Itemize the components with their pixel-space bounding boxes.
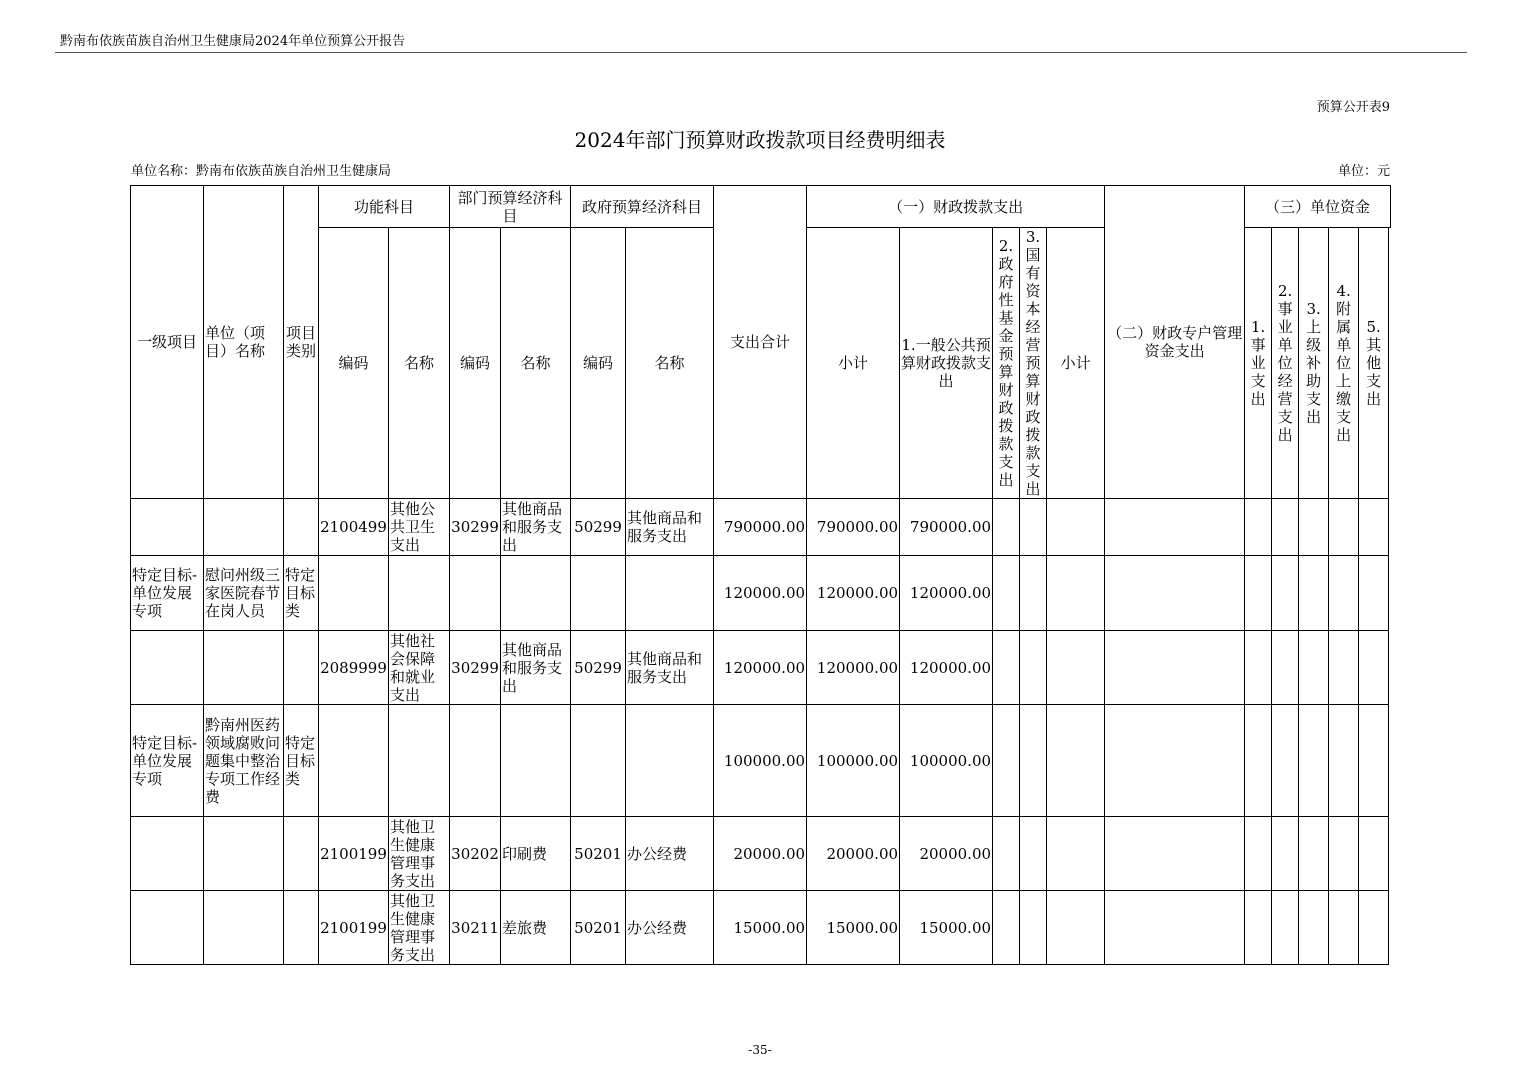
row-level1: 特定目标-单位发展专项 [131, 556, 204, 631]
row-dept-name [501, 705, 571, 817]
row-empty-cell [1105, 631, 1245, 705]
row-empty-cell [1245, 705, 1272, 817]
row-gov-code: 50201 [571, 891, 626, 965]
row-empty-cell [1020, 631, 1047, 705]
row-empty-cell [1359, 631, 1389, 705]
row-empty-cell [1020, 817, 1047, 891]
header-func-code: 编码 [319, 228, 389, 499]
row-empty-cell [1105, 499, 1245, 556]
row-dept-name [501, 556, 571, 631]
row-empty-cell [1245, 817, 1272, 891]
header-dept-econ: 部门预算经济科目 [450, 186, 571, 228]
row-empty-cell [993, 499, 1020, 556]
row-fiscal-subtotal: 790000.00 [807, 499, 900, 556]
row-level1: 特定目标-单位发展专项 [131, 705, 204, 817]
row-gov-name: 办公经费 [626, 817, 714, 891]
unit-name: 单位名称：黔南布依族苗族自治州卫生健康局 [131, 164, 392, 179]
row-empty-cell [1329, 556, 1359, 631]
row-empty-cell [1020, 556, 1047, 631]
row-func-code [319, 705, 389, 817]
header-state-capital: 3.国有资本经营预算财政拨款支出 [1020, 228, 1047, 499]
header-gov-code: 编码 [571, 228, 626, 499]
row-empty-cell [1299, 556, 1329, 631]
row-gov-name: 其他商品和服务支出 [626, 631, 714, 705]
row-empty-cell [993, 705, 1020, 817]
row-fiscal-subtotal: 100000.00 [807, 705, 900, 817]
row-fiscal-subtotal: 120000.00 [807, 631, 900, 705]
row-total: 120000.00 [714, 556, 807, 631]
header-dept-code: 编码 [450, 228, 501, 499]
row-func-name [389, 556, 450, 631]
row-gov-name: 其他商品和服务支出 [626, 499, 714, 556]
row-dept-name: 差旅费 [501, 891, 571, 965]
row-general-public: 20000.00 [900, 817, 993, 891]
header-affiliated: 4.附属单位上缴支出 [1329, 228, 1359, 499]
row-func-name: 其他卫生健康管理事务支出 [389, 891, 450, 965]
row-empty-cell [1020, 705, 1047, 817]
row-empty-cell [1272, 891, 1299, 965]
row-empty-cell [1047, 817, 1105, 891]
table-row [131, 499, 1391, 556]
row-empty-cell [1245, 499, 1272, 556]
row-func-name: 其他社会保障和就业支出 [389, 631, 450, 705]
row-dept-name: 其他商品和服务支出 [501, 499, 571, 556]
header-row-1 [131, 186, 1391, 228]
row-empty-cell [1329, 499, 1359, 556]
row-empty-cell [993, 631, 1020, 705]
row-empty-cell [1299, 499, 1329, 556]
row-general-public: 120000.00 [900, 556, 993, 631]
row-level1 [131, 817, 204, 891]
row-total: 100000.00 [714, 705, 807, 817]
row-level1 [131, 631, 204, 705]
row-gov-code: 50201 [571, 817, 626, 891]
row-empty-cell [1105, 705, 1245, 817]
header-fiscal: （一）财政拨款支出 [807, 186, 1105, 228]
row-empty-cell [1105, 817, 1245, 891]
row-gov-name: 办公经费 [626, 891, 714, 965]
table-row [131, 705, 1391, 817]
row-empty-cell [1105, 891, 1245, 965]
header-rule [55, 52, 1467, 53]
row-gov-code: 50299 [571, 499, 626, 556]
row-empty-cell [1272, 817, 1299, 891]
table-row [131, 631, 1391, 705]
row-empty-cell [1047, 499, 1105, 556]
row-gov-code [571, 705, 626, 817]
row-func-code [319, 556, 389, 631]
row-general-public: 120000.00 [900, 631, 993, 705]
row-project-type: 特定目标类 [284, 556, 319, 631]
row-dept-code: 30299 [450, 499, 501, 556]
row-empty-cell [1047, 556, 1105, 631]
header-project-type: 项目类别 [284, 186, 319, 499]
row-total: 15000.00 [714, 891, 807, 965]
row-project-type [284, 817, 319, 891]
table-row [131, 891, 1391, 965]
row-empty-cell [1245, 556, 1272, 631]
row-unit-name: 慰问州级三家医院春节在岗人员 [204, 556, 284, 631]
budget-table [130, 185, 1391, 965]
header-general-public: 1.一般公共预算财政拨款支出 [900, 228, 993, 499]
row-empty-cell [1105, 556, 1245, 631]
row-level1 [131, 499, 204, 556]
row-func-name: 其他公共卫生支出 [389, 499, 450, 556]
row-empty-cell [1272, 556, 1299, 631]
row-empty-cell [1047, 891, 1105, 965]
page-number: -35- [748, 1043, 772, 1057]
row-general-public: 15000.00 [900, 891, 993, 965]
header-level1: 一级项目 [131, 186, 204, 499]
row-dept-code: 30299 [450, 631, 501, 705]
header-func-subject: 功能科目 [319, 186, 450, 228]
header-other: 5.其他支出 [1359, 228, 1389, 499]
row-project-type [284, 891, 319, 965]
row-empty-cell [1272, 631, 1299, 705]
row-project-type: 特定目标类 [284, 705, 319, 817]
row-empty-cell [1272, 705, 1299, 817]
header-gov-name: 名称 [626, 228, 714, 499]
table-row [131, 556, 1391, 631]
row-empty-cell [1359, 556, 1389, 631]
row-empty-cell [1359, 891, 1389, 965]
header-unit-project: 单位（项目）名称 [204, 186, 284, 499]
table-number: 预算公开表9 [1316, 100, 1390, 115]
row-empty-cell [993, 891, 1020, 965]
row-project-type [284, 499, 319, 556]
row-func-code: 2100499 [319, 499, 389, 556]
header-func-name: 名称 [389, 228, 450, 499]
row-total: 790000.00 [714, 499, 807, 556]
row-empty-cell [1047, 705, 1105, 817]
row-empty-cell [1329, 891, 1359, 965]
row-dept-code: 30202 [450, 817, 501, 891]
header-subsidy: 3.上级补助支出 [1299, 228, 1329, 499]
row-dept-name: 其他商品和服务支出 [501, 631, 571, 705]
row-dept-code [450, 705, 501, 817]
row-unit-name [204, 499, 284, 556]
row-empty-cell [1299, 631, 1329, 705]
row-total: 20000.00 [714, 817, 807, 891]
row-empty-cell [1329, 817, 1359, 891]
row-unit-name [204, 631, 284, 705]
row-func-name [389, 705, 450, 817]
row-unit-name [204, 891, 284, 965]
row-empty-cell [1299, 705, 1329, 817]
row-empty-cell [1359, 499, 1389, 556]
row-empty-cell [1020, 891, 1047, 965]
header-operating: 2.事业单位经营支出 [1272, 228, 1299, 499]
row-empty-cell [1245, 891, 1272, 965]
row-fiscal-subtotal: 20000.00 [807, 817, 900, 891]
row-unit-name [204, 817, 284, 891]
row-project-type [284, 631, 319, 705]
unit-label: 单位：元 [1337, 164, 1390, 179]
header-total: 支出合计 [714, 186, 807, 499]
row-dept-name: 印刷费 [501, 817, 571, 891]
row-gov-code [571, 556, 626, 631]
header-unit-subtotal: 小计 [1047, 228, 1105, 499]
header-gov-econ: 政府预算经济科目 [571, 186, 714, 228]
row-gov-code: 50299 [571, 631, 626, 705]
table-row [131, 817, 1391, 891]
row-level1 [131, 891, 204, 965]
header-unit-funds: （三）单位资金 [1245, 186, 1391, 228]
row-empty-cell [1299, 891, 1329, 965]
header-fiscal-subtotal: 小计 [807, 228, 900, 499]
row-fiscal-subtotal: 15000.00 [807, 891, 900, 965]
document-header: 黔南布依族苗族自治州卫生健康局2024年单位预算公开报告 [60, 34, 406, 49]
row-empty-cell [1299, 817, 1329, 891]
row-func-code: 2089999 [319, 631, 389, 705]
page-title: 2024年部门预算财政拨款项目经费明细表 [574, 128, 946, 152]
header-career: 1.事业支出 [1245, 228, 1272, 499]
row-general-public: 100000.00 [900, 705, 993, 817]
row-empty-cell [1359, 817, 1389, 891]
row-empty-cell [1329, 705, 1359, 817]
header-dept-name: 名称 [501, 228, 571, 499]
row-empty-cell [1329, 631, 1359, 705]
row-func-code: 2100199 [319, 891, 389, 965]
row-empty-cell [1020, 499, 1047, 556]
row-general-public: 790000.00 [900, 499, 993, 556]
row-empty-cell [1047, 631, 1105, 705]
row-empty-cell [993, 556, 1020, 631]
row-dept-code: 30211 [450, 891, 501, 965]
row-fiscal-subtotal: 120000.00 [807, 556, 900, 631]
row-dept-code [450, 556, 501, 631]
row-func-name: 其他卫生健康管理事务支出 [389, 817, 450, 891]
header-gov-fund: 2.政府性基金预算财政拨款支出 [993, 228, 1020, 499]
row-empty-cell [1272, 499, 1299, 556]
row-func-code: 2100199 [319, 817, 389, 891]
row-gov-name [626, 705, 714, 817]
row-total: 120000.00 [714, 631, 807, 705]
header-special-account: （二）财政专户管理资金支出 [1105, 186, 1245, 499]
row-empty-cell [1245, 631, 1272, 705]
row-gov-name [626, 556, 714, 631]
row-empty-cell [1359, 705, 1389, 817]
row-empty-cell [993, 817, 1020, 891]
row-unit-name: 黔南州医药领域腐败问题集中整治专项工作经费 [204, 705, 284, 817]
